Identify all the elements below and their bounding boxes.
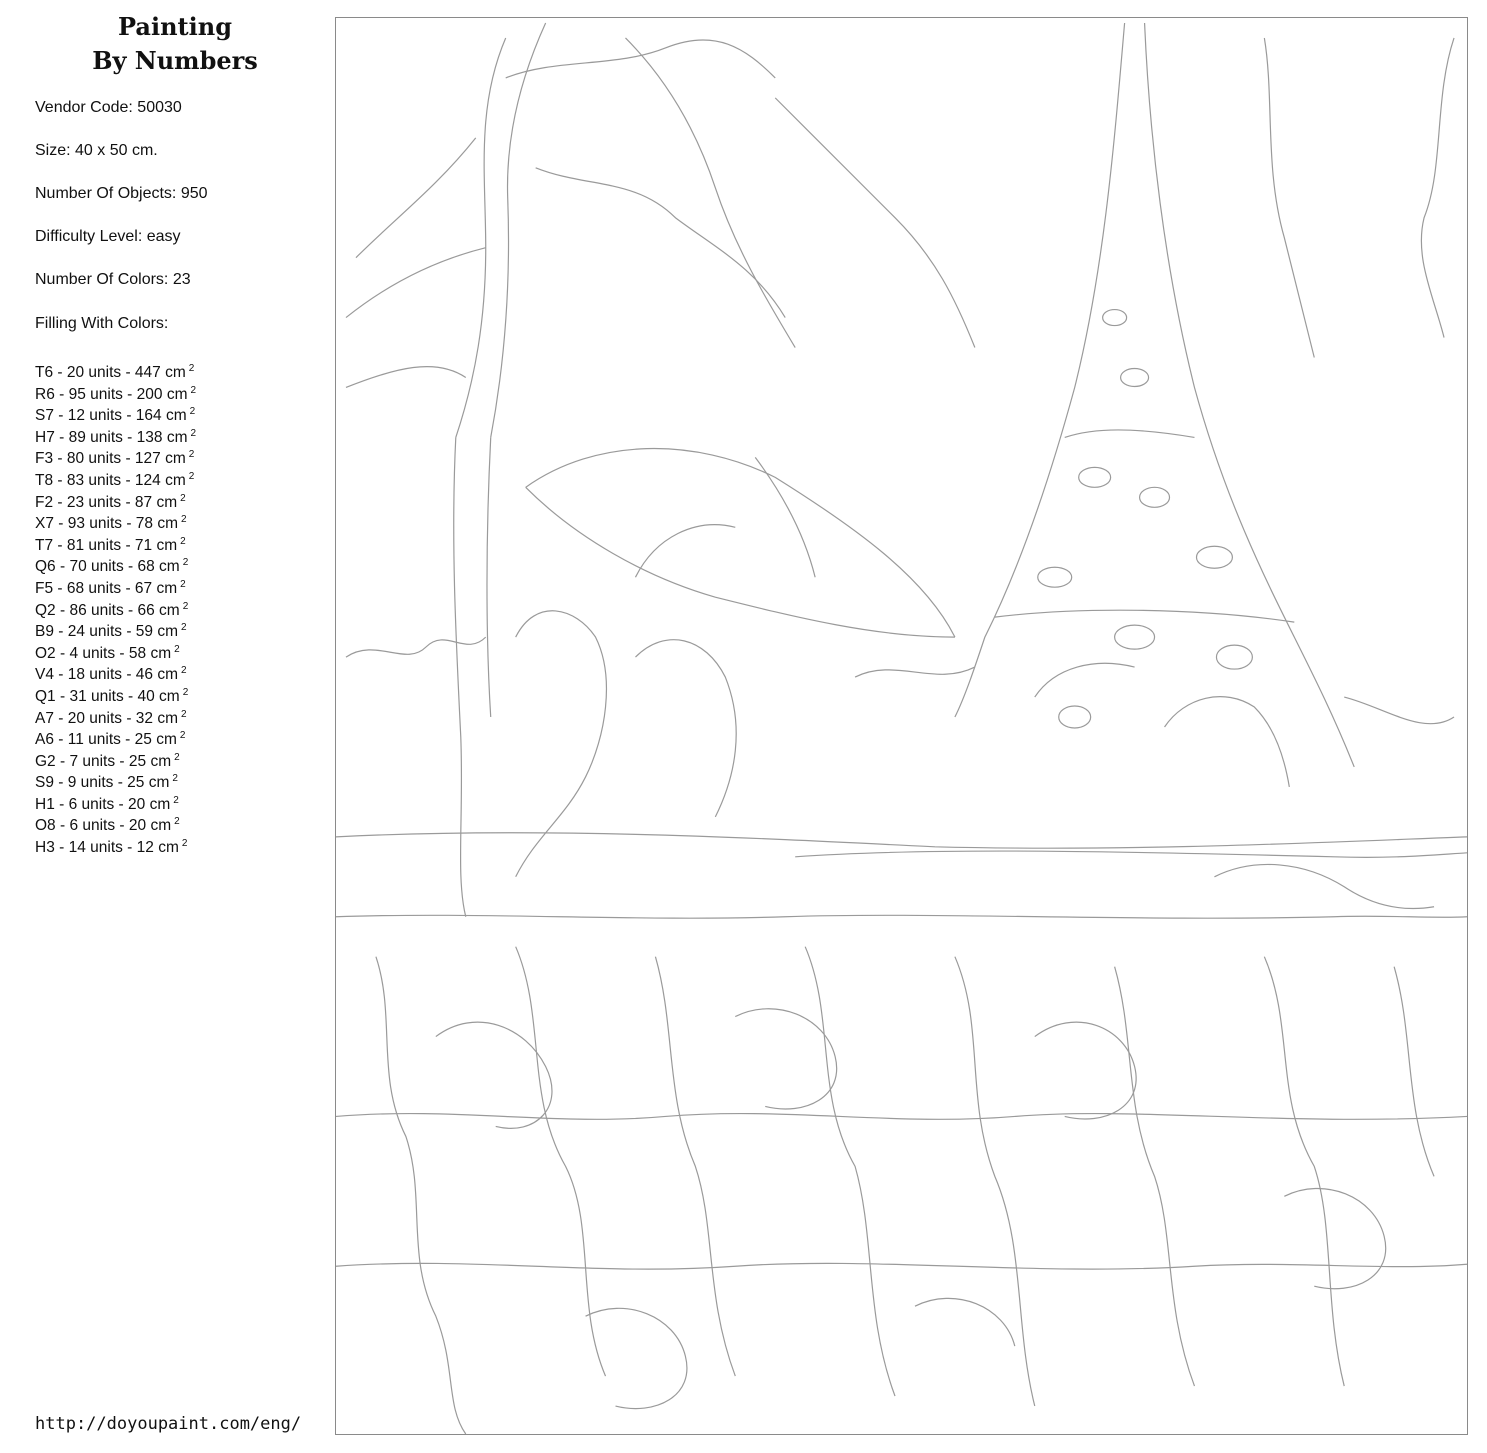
line-art <box>336 18 1467 1434</box>
square-unit-superscript: 2 <box>182 686 189 698</box>
color-item-text: Q6 - 70 units - 68 cm <box>35 558 180 576</box>
color-item-text: H7 - 89 units - 138 cm <box>35 428 188 446</box>
square-unit-superscript: 2 <box>188 449 195 461</box>
color-item-text: O8 - 6 units - 20 cm <box>35 817 172 835</box>
color-item-text: V4 - 18 units - 46 cm <box>35 666 179 684</box>
square-unit-superscript: 2 <box>190 384 197 396</box>
title-line-1: Painting <box>118 12 232 41</box>
color-item-text: T6 - 20 units - 447 cm <box>35 364 186 381</box>
square-unit-superscript: 2 <box>180 578 186 590</box>
square-unit-superscript: 2 <box>189 406 196 418</box>
color-item <box>35 617 196 639</box>
color-item-text: F2 - 23 units - 87 cm <box>35 493 178 511</box>
square-unit-superscript: 2 <box>181 665 187 677</box>
colors-count: Number Of Colors: 23 <box>35 271 191 288</box>
color-item <box>35 531 196 553</box>
square-unit-superscript: 2 <box>190 427 197 439</box>
color-item <box>35 380 196 402</box>
square-unit-superscript: 2 <box>180 535 186 547</box>
color-item-text: H3 - 14 units - 12 cm <box>35 839 179 857</box>
page-title <box>60 10 290 78</box>
color-item-text: A6 - 11 units - 25 cm <box>35 731 177 749</box>
color-item <box>35 401 196 423</box>
square-unit-superscript: 2 <box>174 816 180 828</box>
color-item-text: Q2 - 86 units - 66 cm <box>35 601 180 619</box>
square-unit-superscript: 2 <box>188 363 195 374</box>
color-item <box>35 444 196 466</box>
square-unit-superscript: 2 <box>181 514 187 526</box>
square-unit-superscript: 2 <box>181 622 187 634</box>
color-item-text: O2 - 4 units - 58 cm <box>35 644 172 662</box>
color-item-text: S7 - 12 units - 164 cm <box>35 407 187 425</box>
square-unit-superscript: 2 <box>181 708 187 720</box>
color-item-text: H1 - 6 units - 20 cm <box>35 795 171 813</box>
square-unit-superscript: 2 <box>180 492 186 504</box>
square-unit-superscript: 2 <box>181 838 188 850</box>
color-item <box>35 639 196 661</box>
color-item-text: T8 - 83 units - 124 cm <box>35 471 186 489</box>
vendor-code: Vendor Code: 50030 <box>35 99 182 116</box>
color-item-text: F3 - 80 units - 127 cm <box>35 450 186 468</box>
square-unit-superscript: 2 <box>174 643 180 655</box>
size-info: Size: 40 x 50 cm. <box>35 142 158 159</box>
color-item <box>35 660 196 682</box>
color-list <box>35 358 196 855</box>
square-unit-superscript: 2 <box>172 773 178 785</box>
color-item-text: S9 - 9 units - 25 cm <box>35 774 170 792</box>
square-unit-superscript: 2 <box>179 730 186 742</box>
color-item <box>35 488 196 510</box>
square-unit-superscript: 2 <box>182 600 189 612</box>
objects-count: Number Of Objects: 950 <box>35 185 208 202</box>
color-item <box>35 509 196 531</box>
color-item <box>35 552 196 574</box>
website-link[interactable]: http://doyoupaint.com/eng/ <box>35 1414 302 1434</box>
color-item-text: B9 - 24 units - 59 cm <box>35 623 179 641</box>
color-item <box>35 768 196 790</box>
color-item-text: A7 - 20 units - 32 cm <box>35 709 179 727</box>
color-item-text: Q1 - 31 units - 40 cm <box>35 687 180 705</box>
color-item <box>35 790 196 812</box>
square-unit-superscript: 2 <box>173 794 179 806</box>
color-item-text: G2 - 7 units - 25 cm <box>35 752 172 770</box>
difficulty-level: Difficulty Level: easy <box>35 228 181 245</box>
color-item <box>35 833 196 855</box>
square-unit-superscript: 2 <box>182 557 189 569</box>
color-item <box>35 747 196 769</box>
color-item <box>35 725 196 747</box>
square-unit-superscript: 2 <box>188 470 195 482</box>
coloring-canvas <box>335 17 1468 1435</box>
color-item <box>35 811 196 833</box>
color-item <box>35 574 196 596</box>
color-item-text: R6 - 95 units - 200 cm <box>35 385 188 403</box>
color-item <box>35 596 196 618</box>
color-item-text: T7 - 81 units - 71 cm <box>35 536 178 554</box>
square-unit-superscript: 2 <box>174 751 180 763</box>
color-item <box>35 466 196 488</box>
filling-label: Filling With Colors: <box>35 315 169 332</box>
title-line-2: By Numbers <box>92 46 258 75</box>
color-item <box>35 704 196 726</box>
color-item-text: X7 - 93 units - 78 cm <box>35 515 179 533</box>
color-item <box>35 682 196 704</box>
color-item <box>35 358 196 380</box>
color-item-text: F5 - 68 units - 67 cm <box>35 579 178 597</box>
color-item <box>35 423 196 445</box>
